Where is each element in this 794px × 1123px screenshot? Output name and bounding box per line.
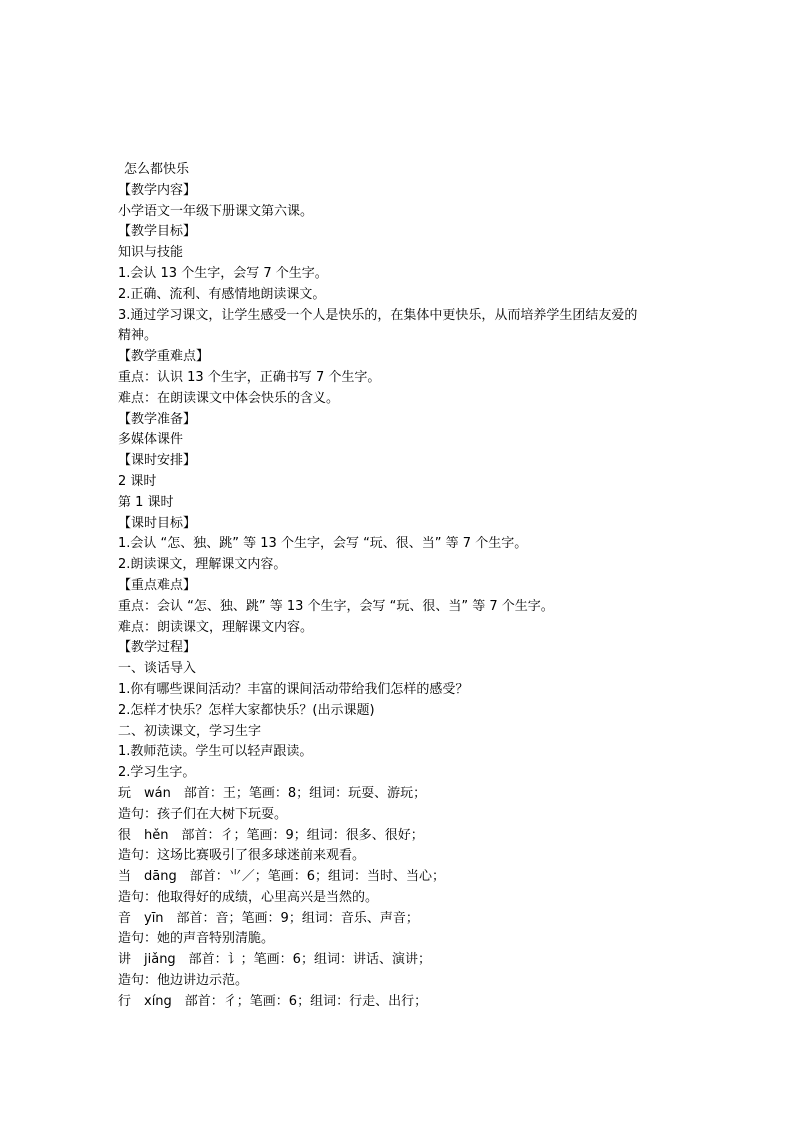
- example-sentence: 造句：这场比赛吸引了很多球迷前来观看。: [118, 848, 366, 864]
- text-line: 2.正确、流利、有感情地朗读课文。: [118, 286, 326, 302]
- character-entry: 行 xíng 部首：彳；笔画：6；组词：行走、出行；: [118, 993, 428, 1009]
- text-line: 知识与技能: [118, 245, 184, 261]
- text-line: 难点：朗读课文，理解课文内容。: [118, 619, 314, 635]
- section-heading-schedule: 【课时安排】: [118, 453, 197, 469]
- text-line: 2 课时: [118, 473, 157, 489]
- text-line: 二、初读课文，学习生字: [118, 723, 262, 739]
- character-entry: 音 yīn 部首：音；笔画：9；组词：音乐、声音；: [118, 910, 419, 926]
- text-line: 1.你有哪些课间活动？丰富的课间活动带给我们怎样的感受？: [118, 681, 469, 697]
- text-line: 2.朗读课文，理解课文内容。: [118, 557, 287, 573]
- section-heading-difficulties: 【重点难点】: [118, 577, 197, 593]
- text-line: 第 1 课时: [118, 494, 174, 510]
- text-line: 2.怎样才快乐？怎样大家都快乐？(出示课题): [118, 702, 375, 718]
- section-heading-goals: 【教学目标】: [118, 224, 197, 240]
- section-heading-keypoints: 【教学重难点】: [118, 349, 210, 365]
- document-title: 怎么都快乐: [124, 162, 190, 177]
- text-line: 重点：会认 “怎、独、跳” 等 13 个生字，会写 “玩、很、当” 等 7 个生字。: [118, 598, 554, 614]
- text-line: 精神。: [118, 328, 158, 344]
- character-entry: 很 hěn 部首：彳；笔画：9；组词：很多、很好；: [118, 827, 424, 843]
- text-line: 重点：认识 13 个生字，正确书写 7 个生字。: [118, 369, 381, 385]
- example-sentence: 造句：他取得好的成绩，心里高兴是当然的。: [118, 889, 379, 905]
- text-line: 小学语文一年级下册课文第六课。: [118, 203, 314, 219]
- text-line: 多媒体课件: [118, 432, 184, 448]
- section-heading-lesson-goals: 【课时目标】: [118, 515, 197, 531]
- example-sentence: 造句：她的声音特别清脆。: [118, 931, 275, 947]
- text-line: 2.学习生字。: [118, 765, 196, 781]
- text-line: 3.通过学习课文，让学生感受一个人是快乐的，在集体中更快乐，从而培养学生团结友爱的: [118, 307, 638, 323]
- document-page: [118, 160, 738, 1013]
- section-heading-content: 【教学内容】: [118, 182, 197, 198]
- section-heading-process: 【教学过程】: [118, 640, 197, 656]
- text-line: 1.教师范读。学生可以轻声跟读。: [118, 744, 313, 760]
- example-sentence: 造句：他边讲边示范。: [118, 973, 249, 989]
- text-line: 一、谈话导入: [118, 661, 197, 677]
- character-entry: 当 dāng 部首：⺌／；笔画：6；组词：当时、当心；: [118, 869, 445, 885]
- character-entry: 玩 wán 部首：王；笔画：8；组词：玩耍、游玩；: [118, 785, 427, 801]
- text-line: 1.会认 “怎、独、跳” 等 13 个生字，会写 “玩、很、当” 等 7 个生字。: [118, 536, 528, 552]
- section-heading-preparation: 【教学准备】: [118, 411, 197, 427]
- text-line: 难点：在朗读课文中体会快乐的含义。: [118, 390, 340, 406]
- text-line: 1.会认 13 个生字，会写 7 个生字。: [118, 265, 328, 281]
- character-entry: 讲 jiǎng 部首：讠；笔画：6；组词：讲话、演讲；: [118, 952, 431, 968]
- example-sentence: 造句：孩子们在大树下玩耍。: [118, 806, 288, 822]
